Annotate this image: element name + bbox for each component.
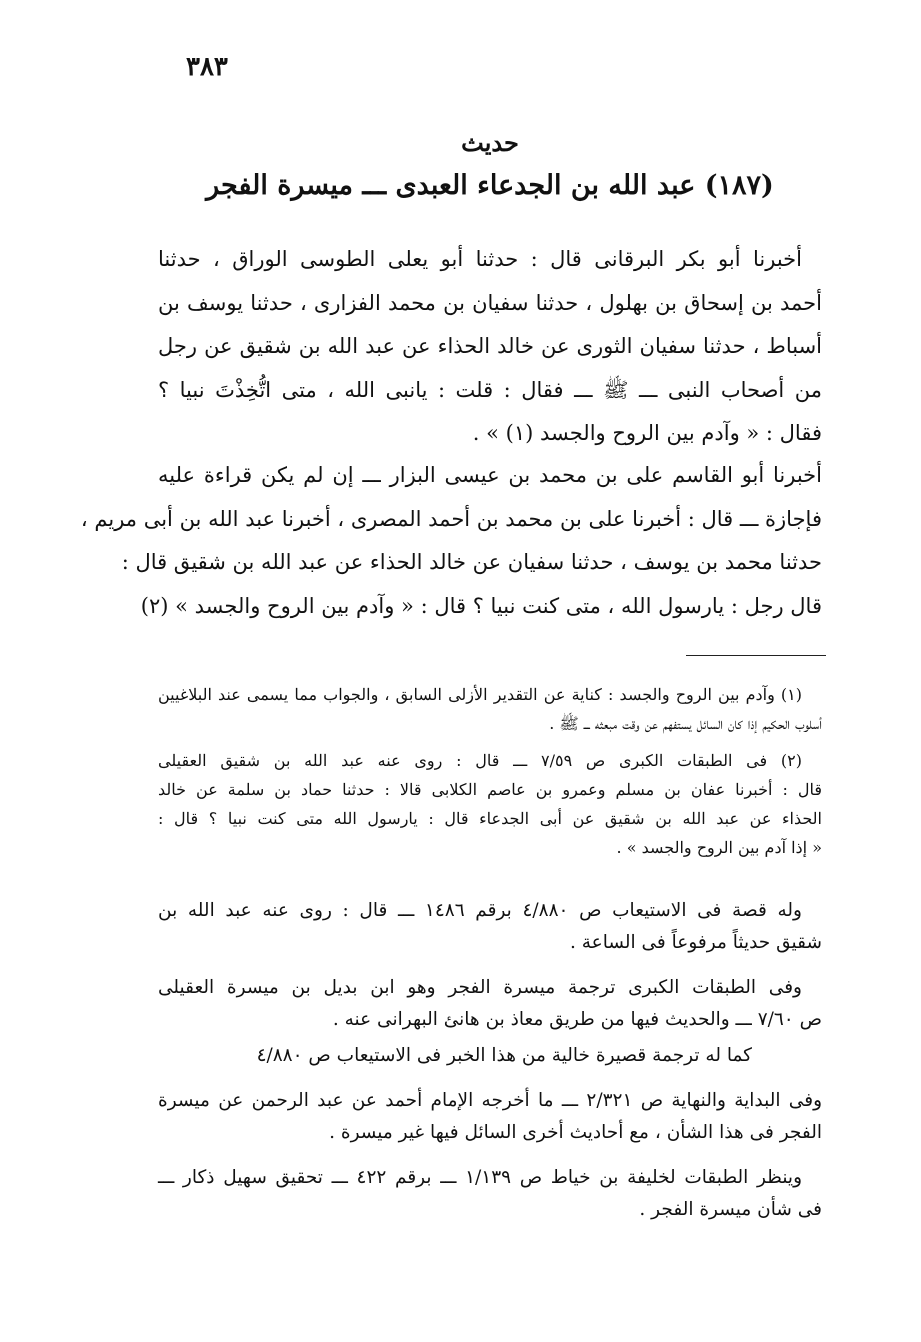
text-line: أحمد بن إسحاق بن بهلول ، حدثنا سفيان بن محمد الفزارى ، حدثنا يوسف بن: [158, 290, 822, 315]
note-line: الفجر فى هذا الشأن ، مع أحاديث أخرى السائل فيها غير ميسرة .: [329, 1122, 822, 1143]
text-line: فقال : « وآدم بين الروح والجسد (١) » .: [472, 421, 822, 445]
note-line: ص ٧/٦٠ ـــ والحديث فيها من طريق معاذ بن هانئ البهرانى عنه .: [332, 1009, 822, 1030]
text-line: أخبرنا أبو بكر البرقانى قال : حدثنا أبو يعلى الطوسى الوراق ، حدثنا: [158, 247, 802, 271]
note-line: فى شأن ميسرة الفجر .: [639, 1199, 822, 1220]
text-line: فإجازة ـــ قال : أخبرنا على بن محمد بن أحمد المصرى ، أخبرنا عبد الله بن أبى مريم ،: [80, 506, 822, 531]
text-line: أخبرنا أبو القاسم على بن محمد بن عيسى البزار ـــ إن لم يكن قراءة عليه: [158, 463, 822, 487]
note-tarjama: [158, 1040, 822, 1072]
note-khalifa: [158, 1162, 822, 1226]
note-tabaqat: [158, 972, 822, 1036]
text-line: من أصحاب النبى ـــ ﷺ ـــ فقال : قلت : يانبى الله ، متى اتُّخِذْتَ نبيا ؟: [158, 377, 822, 402]
note-line: وفى البداية والنهاية ص ٢/٣٢١ ـــ ما أخرجه الإمام أحمد عن عبد الرحمن عن ميسرة: [158, 1090, 823, 1111]
paragraph-2: [80, 454, 822, 628]
footnote-line: (٢) فى الطبقات الكبرى ص ٧/٥٩ ـــ قال : روى عنه عبد الله بن شقيق العقيلى: [158, 751, 802, 770]
note-line: وينظر الطبقات لخليفة بن خياط ص ١/١٣٩ ـــ برقم ٤٢٢ ـــ تحقيق سهيل ذكار ـــ: [158, 1167, 803, 1188]
footnote-separator: [686, 655, 826, 656]
footnote-2: [158, 746, 822, 862]
text-line: أسباط ، حدثنا سفيان الثورى عن خالد الحذاء عن عبد الله بن شقيق عن رجل: [158, 334, 822, 358]
footnote-line: قال : أخبرنا عفان بن مسلم وعمرو بن عاصم الكلابى قالا : حدثنا حماد بن سلمة عن خالد: [158, 780, 823, 799]
paragraph-1: [158, 238, 822, 456]
note-line: كما له ترجمة قصيرة خالية من هذا الخبر فى الاستيعاب ص ٤/٨٨٠: [256, 1045, 752, 1066]
footnote-line: الحذاء عن عبد الله بن شقيق عن أبى الجدعاء قال : يارسول الله متى كنت نبيا ؟ قال :: [158, 809, 822, 828]
note-line: وله قصة فى الاستيعاب ص ٤/٨٨٠ برقم ١٤٨٦ ـــ قال : روى عنه عبد الله بن: [158, 900, 802, 921]
text-line: حدثنا محمد بن يوسف ، حدثنا سفيان عن خالد الحذاء عن عبد الله بن شقيق قال :: [121, 550, 822, 574]
footnote-line: (١) وآدم بين الروح والجسد : كناية عن التقدير الأزلى السابق ، والجواب مما يسمى عند البلاغيين: [158, 685, 802, 704]
footnote-1: [158, 680, 822, 738]
section-label: حديث: [461, 128, 519, 157]
note-istiab: [158, 895, 822, 959]
note-line: شقيق حديثاً مرفوعاً فى الساعة .: [570, 932, 822, 953]
footnote-line: أسلوب الحكيم إذا كان السائل يستفهم عن وقت مبعثه ـــ ﷺ .: [549, 714, 822, 733]
footnote-line: « إذا آدم بين الروح والجسد » .: [616, 838, 822, 857]
page-number: ٣٨٣: [186, 52, 228, 82]
text-line: قال رجل : يارسول الله ، متى كنت نبيا ؟ قال : « وآدم بين الروح والجسد » (٢): [140, 593, 822, 618]
note-bidaya: [158, 1085, 822, 1149]
hadith-title: (١٨٧) عبد الله بن الجدعاء العبدى ـــ ميسرة الفجر: [206, 170, 774, 201]
note-line: وفى الطبقات الكبرى ترجمة ميسرة الفجر وهو ابن بديل بن ميسرة العقيلى: [158, 977, 802, 998]
